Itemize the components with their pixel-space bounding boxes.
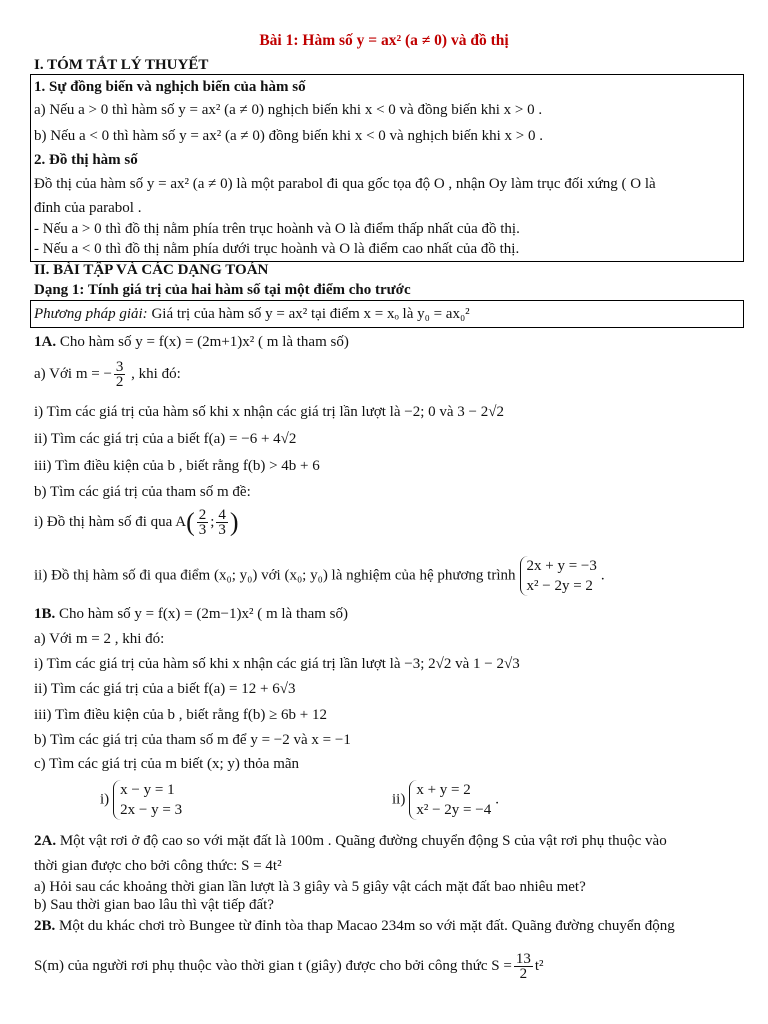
problem-1A-a [34, 360, 181, 389]
equation-2: x² − 2y = −4 [416, 802, 492, 818]
problem-1B-c-i [100, 780, 186, 820]
problem-1B-a-iii: iii) Tìm điều kiện của b , biết rằng f(b) ≥ 6b + 12 [34, 707, 328, 723]
section-heading-theory: I. TÓM TẮT LÝ THUYẾT [34, 57, 209, 73]
graph-line-4: - Nếu a < 0 thì đồ thị nằm phía dưới trục hoành và O là điểm cao nhất của đồ thị. [34, 241, 520, 257]
paren-open: ( [186, 507, 195, 537]
problem-1A-a-i: i) Tìm các giá trị của hàm số khi x nhận các giá trị lần lượt là −2; 0 và 3 − 2√2 [34, 404, 504, 420]
problem-1B-a: a) Với m = 2 , khi đó: [34, 631, 165, 647]
fraction-13-2 [514, 952, 533, 981]
label-ii: ii) [392, 791, 406, 808]
heading-type-1: Dạng 1: Tính giá trị của hai hàm số tại một điểm cho trước [34, 282, 411, 298]
problem-2A-a: a) Hỏi sau các khoảng thời gian lần lượt là 3 giây và 5 giây vật cách mặt đất bao nhiêu met? [34, 879, 586, 895]
frac-num: 4 [218, 507, 226, 523]
equation-system [520, 556, 597, 596]
theory-line-b: b) Nếu a < 0 thì hàm số y = ax² (a ≠ 0) đồng biến khi x < 0 và nghịch biến khi x > 0 . [34, 128, 543, 144]
problem-2A-number: 2A. [34, 833, 57, 849]
problem-1A-number: 1A. [34, 334, 57, 350]
problem-2A-b: b) Sau thời gian bao lâu thì vật tiếp đất? [34, 897, 274, 913]
problem-1A-b-ii: ii) Đồ thị hàm số đi qua điểm (x₀; y₀) với (x₀; y₀) là nghiệm của hệ phương trình 2x + y = −3 x² − 2y = 2 . [34, 558, 605, 594]
problem-2B [34, 917, 675, 935]
problem-2B-text: Một du khác chơi trò Bungee từ đỉnh tòa thap Macao 234m so với mặt đất. Quãng đường chuyển động [55, 918, 675, 934]
frac-den: 3 [218, 522, 226, 538]
method-text: Giá trị của hàm số y = ax² tại điểm x = xₒ là y₀ = ax₀² [147, 306, 470, 322]
problem-1B-text: Cho hàm số y = f(x) = (2m−1)x² ( m là tham số) [55, 606, 349, 622]
problem-1B-b: b) Tìm các giá trị của tham số m để y = −2 và x = −1 [34, 732, 351, 748]
p1A-bii-text: ii) Đồ thị hàm số đi qua điểm (x₀; y₀) với (x₀; y₀) là nghiệm của hệ phương trình [34, 567, 516, 584]
frac-num: 3 [115, 359, 124, 375]
p1A-a-suffix: , khi đó: [127, 365, 181, 382]
theory-line-a: a) Nếu a > 0 thì hàm số y = ax² (a ≠ 0) nghịch biến khi x < 0 và đồng biến khi x > 0 . [34, 102, 543, 118]
equation-1: x + y = 2 [416, 782, 471, 798]
problem-2B-number: 2B. [34, 918, 56, 934]
lesson-title: Bài 1: Hàm số y = ax² (a ≠ 0) và đồ thị [259, 32, 509, 49]
frac-den: 3 [198, 522, 207, 538]
problem-1A-a-iii: iii) Tìm điều kiện của b , biết rằng f(b) > 4b + 6 [34, 458, 320, 474]
frac-den: 2 [519, 966, 528, 982]
equation-2: 2x − y = 3 [120, 802, 183, 818]
problem-1B-number: 1B. [34, 606, 56, 622]
problem-1B [34, 605, 348, 623]
problem-2A-text: Một vật rơi ở độ cao so với mặt đất là 100m . Quãng đường chuyển động S của vật rơi phụ thuộc vào [56, 833, 667, 849]
section-heading-exercises: II. BÀI TẬP VÀ CÁC DẠNG TOÁN [34, 262, 269, 278]
p2B-tail: t² [534, 957, 544, 974]
graph-line-2: đỉnh của parabol . [34, 200, 142, 216]
graph-line-1: Đồ thị của hàm số y = ax² (a ≠ 0) là một parabol đi qua gốc tọa độ O , nhận Oy làm trục đối xứng ( O là [34, 176, 656, 192]
problem-1B-a-i: i) Tìm các giá trị của hàm số khi x nhận các giá trị lần lượt là −3; 2√2 và 1 − 2√3 [34, 656, 520, 672]
equation-system [409, 780, 491, 820]
method-label: Phương pháp giải: [34, 306, 148, 322]
frac-den: 2 [115, 374, 124, 390]
problem-2A-formula: thời gian được cho bởi công thức: S = 4t² [34, 858, 282, 874]
p2B-text: S(m) của người rơi phụ thuộc vào thời gian t (giây) được cho bởi công thức S = [34, 957, 512, 974]
problem-1A-b: b) Tìm các giá trị của tham số m đề: [34, 484, 251, 500]
problem-1B-c-ii: ii) x + y = 2 x² − 2y = −4 . [392, 782, 499, 818]
problem-1A [34, 333, 349, 351]
graph-line-3: - Nếu a > 0 thì đồ thị nằm phía trên trục hoành và O là điểm thấp nhất của đồ thị. [34, 221, 520, 237]
problem-1A-a-ii: ii) Tìm các giá trị của a biết f(a) = −6 + 4√2 [34, 431, 297, 447]
method-line [34, 305, 470, 323]
equation-system [113, 780, 182, 820]
subheading-graph: 2. Đồ thị hàm số [34, 152, 138, 168]
fraction-4-3 [216, 508, 228, 537]
problem-2B-formula [34, 952, 544, 981]
p1A-bi-prefix: i) Đồ thị hàm số đi qua A [34, 513, 187, 530]
p1A-a-prefix: a) Với m = − [34, 365, 112, 382]
problem-1B-c: c) Tìm các giá trị của m biết (x; y) thỏa mãn [34, 756, 300, 772]
equation-1: x − y = 1 [120, 782, 175, 798]
fraction-3-2 [114, 360, 126, 389]
label-i: i) [100, 791, 110, 808]
problem-1A-b-i: i) Đồ thị hàm số đi qua A( $\frac{2}{3}$ ; $\frac{4}{3}$ ) [34, 507, 239, 538]
equation-1: 2x + y = −3 [526, 558, 597, 574]
problem-2A [34, 832, 667, 850]
equation-2: x² − 2y = 2 [526, 578, 593, 594]
problem-1A-text: Cho hàm số y = f(x) = (2m+1)x² ( m là tham số) [56, 334, 349, 350]
subheading-monotonic: 1. Sự đồng biến và nghịch biến của hàm số [34, 79, 306, 95]
frac-num: 2 [198, 507, 207, 523]
problem-1B-a-ii: ii) Tìm các giá trị của a biết f(a) = 12 + 6√3 [34, 681, 296, 697]
frac-num: 13 [515, 951, 531, 967]
fraction-2-3 [197, 508, 209, 537]
paren-close: ) [229, 507, 239, 537]
